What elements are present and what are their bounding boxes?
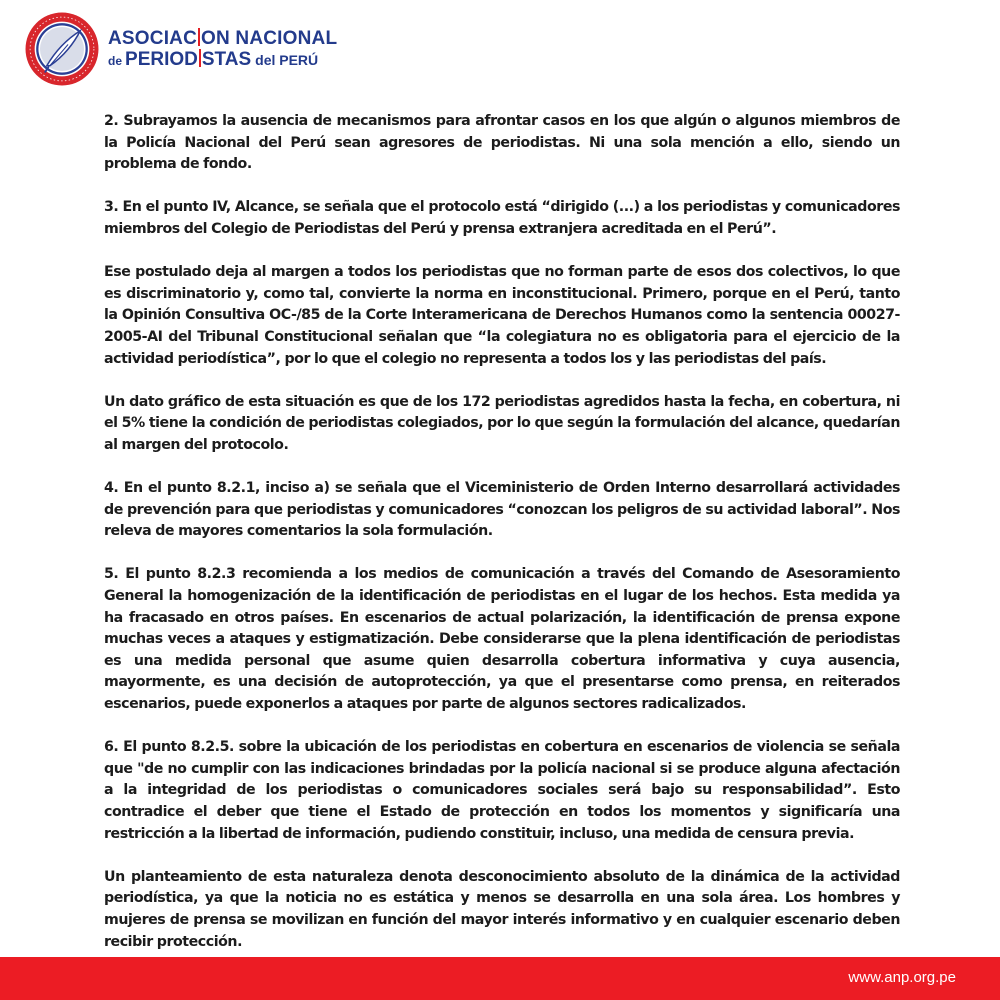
org-name-line1 [108, 28, 337, 49]
paragraph-postulado: Ese postulado deja al margen a todos los periodistas que no forman parte de esos dos colectivos, lo que es discriminatorio y, como tal, convierte la norma en inconstitucional. Primero, porque en el Perú, tanto la Opinión Consultiva OC-/85 de la Corte Interamericana de Derechos Humanos como la sentencia 00027-2005-AI del Tribunal Constitucional señalan que “la colegiatura no es obligatoria para el ejercicio de la actividad periodística”, por lo que el colegio no representa a todos los y las periodistas del país. [104, 264, 900, 367]
org-line2-part-a: PERIOD [125, 49, 198, 70]
organization-name [108, 28, 337, 70]
org-line2-part-c: del PERÚ [255, 52, 319, 68]
org-line2-part-b: STAS [201, 49, 252, 70]
paragraph-point-4: 4. En el punto 8.2.1, inciso a) se señala que el Viceministerio de Orden Interno desarrollará actividades de prevención para que periodistas y comunicadores “conozcan los peligros de su actividad laboral”. Nos releva de mayores comentarios la sola formulación. [104, 480, 900, 540]
org-line2-de: de [108, 54, 123, 68]
paragraph-dato-grafico: Un dato gráfico de esta situación es que de los 172 periodistas agredidos hasta la fecha, en cobertura, ni el 5% tiene la condición de periodistas colegiados, por lo que según la formulación del alcance, quedarían al margen del protocolo. [104, 393, 900, 453]
paragraph-planteamiento: Un planteamiento de esta naturaleza denota desconocimiento absoluto de la dinámica de la actividad periodística, ya que la noticia no es estática y menos se desarrolla en una sola área. Los hombres y mujeres de prensa se movilizan en función del mayor interés informativo y en cualquier escenario deben recibir protección. [104, 868, 900, 950]
org-line1-part-b: ON NACIONAL [201, 28, 338, 50]
paragraph-point-2: 2. Subrayamos la ausencia de mecanismos para afrontar casos en los que algún o algunos miembros de la Policía Nacional del Perú sean agresores de periodistas. Ni una sola mención a ello, siendo un problema de fondo. [104, 113, 900, 173]
paragraph-point-6: 6. El punto 8.2.5. sobre la ubicación de los periodistas en cobertura en escenarios de violencia se señala que "de no cumplir con las indicaciones brindadas por la policía nacional si se produce alguna afectación a la integridad de los periodistas o comunicadores sociales será bajo su responsabilidad”. Esto contradice el deber que tiene el Estado de protección en todos los momentos y significaría una restricción a la libertad de información, pudiendo constituir, incluso, una medida de censura previa. [104, 739, 900, 842]
org-line1-part-a: ASOCIAC [108, 28, 198, 50]
red-divider-bar [198, 28, 200, 46]
red-divider-bar [199, 49, 201, 67]
page-header [24, 14, 337, 84]
org-name-line2 [108, 49, 337, 70]
footer-bar [0, 957, 1000, 1000]
document-body [104, 111, 900, 975]
anp-seal-icon [24, 11, 100, 87]
paragraph-point-5: 5. El punto 8.2.3 recomienda a los medios de comunicación a través del Comando de Asesoramiento General la homogenización de la identificación de periodistas en el lugar de los hechos. Esta medida ya ha fracasado en otros países. En escenarios de actual polarización, la identificación de prensa expone muchas veces a ataques y estigmatización. Debe considerarse que la plena identificación de periodistas es una medida personal que asume quien desarrolla cobertura informativa y cuya ausencia, mayormente, es una decisión de autoprotección, ya que el presentarse como prensa, en reiterados escenarios, puede exponerlos a ataques por parte de algunos sectores radicalizados. [104, 566, 900, 713]
website-link[interactable]: www.anp.org.pe [848, 969, 956, 986]
paragraph-point-3: 3. En el punto IV, Alcance, se señala que el protocolo está “dirigido (...) a los periodistas y comunicadores miembros del Colegio de Periodistas del Perú y prensa extranjera acreditada en el Perú”. [104, 199, 900, 237]
